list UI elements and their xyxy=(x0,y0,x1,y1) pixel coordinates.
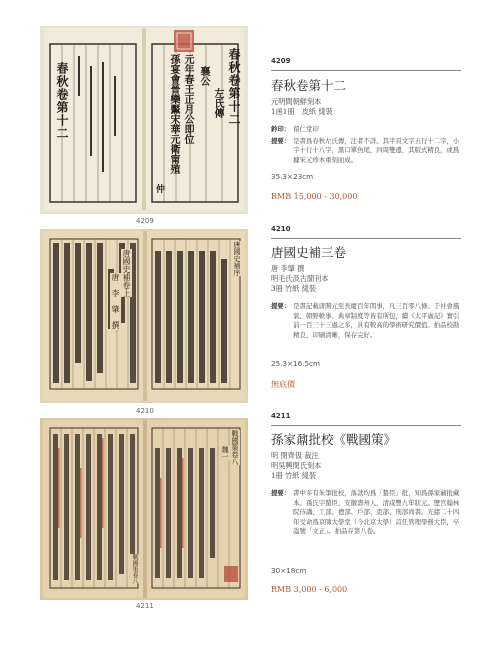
image-text-juan-ba: 戰國策卷八 xyxy=(231,430,239,465)
lot-title: 春秋卷第十二 xyxy=(271,78,347,93)
lot-subtitle-line: 1函1冊 皮紙 綫裝 xyxy=(271,107,333,116)
lot-4209-image xyxy=(40,26,248,214)
lot-4211-image xyxy=(40,418,248,600)
lot-number: 4210 xyxy=(271,225,291,233)
divider xyxy=(271,425,461,426)
image-text-title-left: 春秋卷第十二 xyxy=(55,62,69,140)
lot-title: 唐國史補三卷 xyxy=(271,245,347,260)
description-text: 是書爲春秋左氏傳，注者不詳。其半頁文字五行十二字，小字十行十八字，黑口單魚尾，四周雙邊，其版式精良，或爲據宋元珍本重刻而成。 xyxy=(293,136,460,164)
image-text-title-right: 春秋卷第十二 xyxy=(227,48,241,126)
lot-dimensions: 30×18cm xyxy=(271,566,307,575)
lot-title: 孫家鼐批校《戰國策》 xyxy=(271,432,397,447)
provenance-text: 留仁堂印 xyxy=(293,125,319,133)
lot-subtitle-line: 1冊 竹紙 綫裝 xyxy=(271,471,317,480)
lot-4211-image-caption: 4211 xyxy=(136,602,154,610)
lot-4210-image-caption: 4210 xyxy=(136,407,154,415)
lot-subtitle-line: 唐 李肇 撰 xyxy=(271,264,305,273)
lot-dimensions: 25.3×16.5cm xyxy=(271,359,320,368)
lot-subtitle-line: 明吳興閔氏刻本 xyxy=(271,461,322,470)
book-spread-image xyxy=(40,418,248,600)
image-text-zhong: 仲 xyxy=(154,184,164,193)
divider xyxy=(271,70,461,71)
image-text-line1: 元年春王正月公即位 xyxy=(182,54,193,144)
lot-description xyxy=(271,302,461,342)
lot-details-column xyxy=(271,0,461,651)
lot-4210-image xyxy=(40,229,248,403)
lot-price: 無底價 xyxy=(271,380,295,389)
provenance-label: 鈐印： xyxy=(271,125,291,133)
description-label: 提要： xyxy=(271,136,291,145)
description-text: 書中多有朱筆批校，落款均爲「蟄臣」批，知爲孫家鼐批藏本。孫氏字蟄臣，安徽壽州人，清咸豐九年狀元。歷官翰林院侍講、工部、禮部、戶部、吏部、刑部尚書。光緒二十四年受命爲京師大學堂（今北京大學）首任管理學務大臣，卒諡號「文正」。拍品存第八卷。 xyxy=(293,489,460,536)
image-text-xianggong: 襄公 xyxy=(198,66,209,86)
lot-description xyxy=(271,125,461,167)
lot-number: 4211 xyxy=(271,412,291,420)
image-text-line2: 孫宴會晉欒黶宋華元衛甯殖 xyxy=(168,54,179,174)
description-label: 提要： xyxy=(271,489,291,497)
lot-subtitle-line: 3冊 竹紙 綫裝 xyxy=(271,284,317,293)
lot-subtitle-line: 明 閔齊伋 裁注 xyxy=(271,451,319,460)
lot-dimensions: 35.3×23cm xyxy=(271,172,314,181)
image-text-juan-shang: 唐國史補卷上 xyxy=(122,249,131,297)
lot-description xyxy=(271,489,461,539)
description-text: 是書記載唐開元至長慶百年間事，凡三百零八條。于社會風氣、朝野軼事、典章制度等皆有所包，續《太平廣記》實引前一百三十三處之多，具有較高的學術研究價值。拍品校勘精良，印刷清晰，保存完好。 xyxy=(293,302,460,339)
book-spread-image xyxy=(40,229,248,403)
description-label: 提要： xyxy=(271,302,291,310)
divider xyxy=(271,238,461,239)
lot-subtitle-line: 元明間朝鮮刻本 xyxy=(271,97,322,106)
image-text-zuoshizhuan: 左氏傳 xyxy=(212,88,223,118)
image-text-author: 唐 李 肇 撰 xyxy=(111,273,120,329)
lot-price: RMB 3,000 - 6,000 xyxy=(271,585,348,594)
image-text-wei-yi: 魏一 xyxy=(221,446,229,460)
image-text-preface: 唐國史補序 xyxy=(233,241,241,276)
lot-4209-image-caption: 4209 xyxy=(136,217,154,225)
lot-subtitle-line: 明毛氏汲古閣刊本 xyxy=(271,274,329,283)
image-text-left-title: 戰國策卷八 xyxy=(131,554,138,584)
lot-number: 4209 xyxy=(271,57,291,65)
lot-price: RMB 15,000 - 30,000 xyxy=(271,192,358,201)
book-spread-image xyxy=(40,26,248,214)
